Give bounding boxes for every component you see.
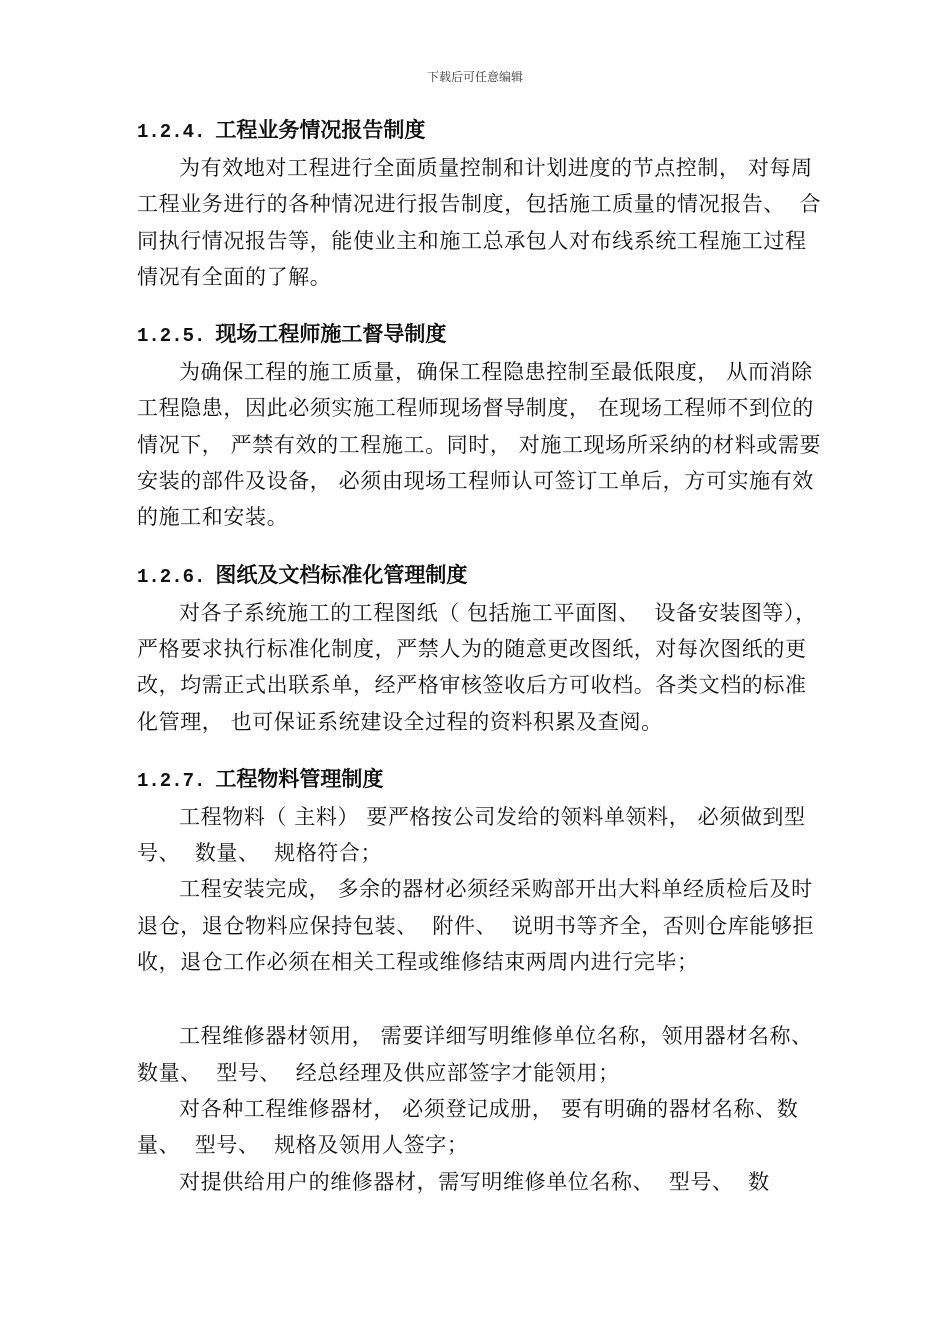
section-heading bbox=[137, 316, 827, 354]
page-header: 下载后可任意编辑 bbox=[426, 70, 523, 84]
paragraph: 为确保工程的施工质量，确保工程隐患控制至最低限度， 从而消除工程隐患，因此必须实施工程师现场督导制度， 在现场工程师不到位的情况下， 严禁有效的工程施工。同时， 对施工现场所采纳的材料或需要安装的部件及设备， 必须由现场工程师认可签订工单后，方可实施有效的施工和安装。 bbox=[137, 360, 822, 530]
section-number: 1.2.6. bbox=[137, 565, 206, 588]
section-heading bbox=[137, 557, 827, 595]
section-number: 1.2.7. bbox=[137, 769, 206, 792]
paragraph: 工程安装完成， 多余的器材必须经采购部开出大料单经质检后及时退仓，退仓物料应保持包装、 附件、 说明书等齐全，否则仓库能够拒收，退仓工作必须在相关工程或维修结束两周内进行完毕； bbox=[137, 877, 815, 975]
section-heading bbox=[137, 761, 827, 799]
section-title: 工程业务情况报告制度 bbox=[215, 118, 426, 142]
paragraph: 对提供给用户的维修器材，需写明维修单位名称、 型号、 数 bbox=[179, 1169, 770, 1194]
paragraph: 为有效地对工程进行全面质量控制和计划进度的节点控制， 对每周工程业务进行的各种情况进行报告制度，包括施工质量的情况报告、 合同执行情况报告等，能使业主和施工总承包人对布线系统工程施工过程情况有全面的了解。 bbox=[137, 156, 822, 289]
paragraph: 对各种工程维修器材， 必须登记成册， 要有明确的器材名称、数量、 型号、 规格及领用人签字； bbox=[137, 1096, 799, 1158]
paragraph: 工程维修器材领用， 需要详细写明维修单位名称，领用器材名称、 数量、 型号、 经总经理及供应部签字才能领用； bbox=[137, 1024, 828, 1085]
document-body bbox=[137, 112, 827, 1200]
section-title: 图纸及文档标准化管理制度 bbox=[215, 562, 468, 587]
section-number: 1.2.4. bbox=[137, 121, 206, 143]
section-title: 工程物料管理制度 bbox=[215, 766, 384, 791]
section-number: 1.2.5. bbox=[137, 325, 206, 348]
paragraph: 对各子系统施工的工程图纸（ 包括施工平面图、 设备安装图等），严格要求执行标准化制度，严禁人为的随意更改图纸，对每次图纸的更改，均需正式出联系单，经严格审核签收后方可收档。各类文档的标准化管理， 也可保证系统建设全过程的资料积累及查阅。 bbox=[137, 600, 817, 734]
section-title: 现场工程师施工督导制度 bbox=[215, 322, 447, 347]
paragraph: 工程物料（ 主料） 要严格按公司发给的领料单领料， 必须做到型号、 数量、 规格符合； bbox=[137, 804, 806, 866]
section-heading bbox=[137, 112, 827, 150]
